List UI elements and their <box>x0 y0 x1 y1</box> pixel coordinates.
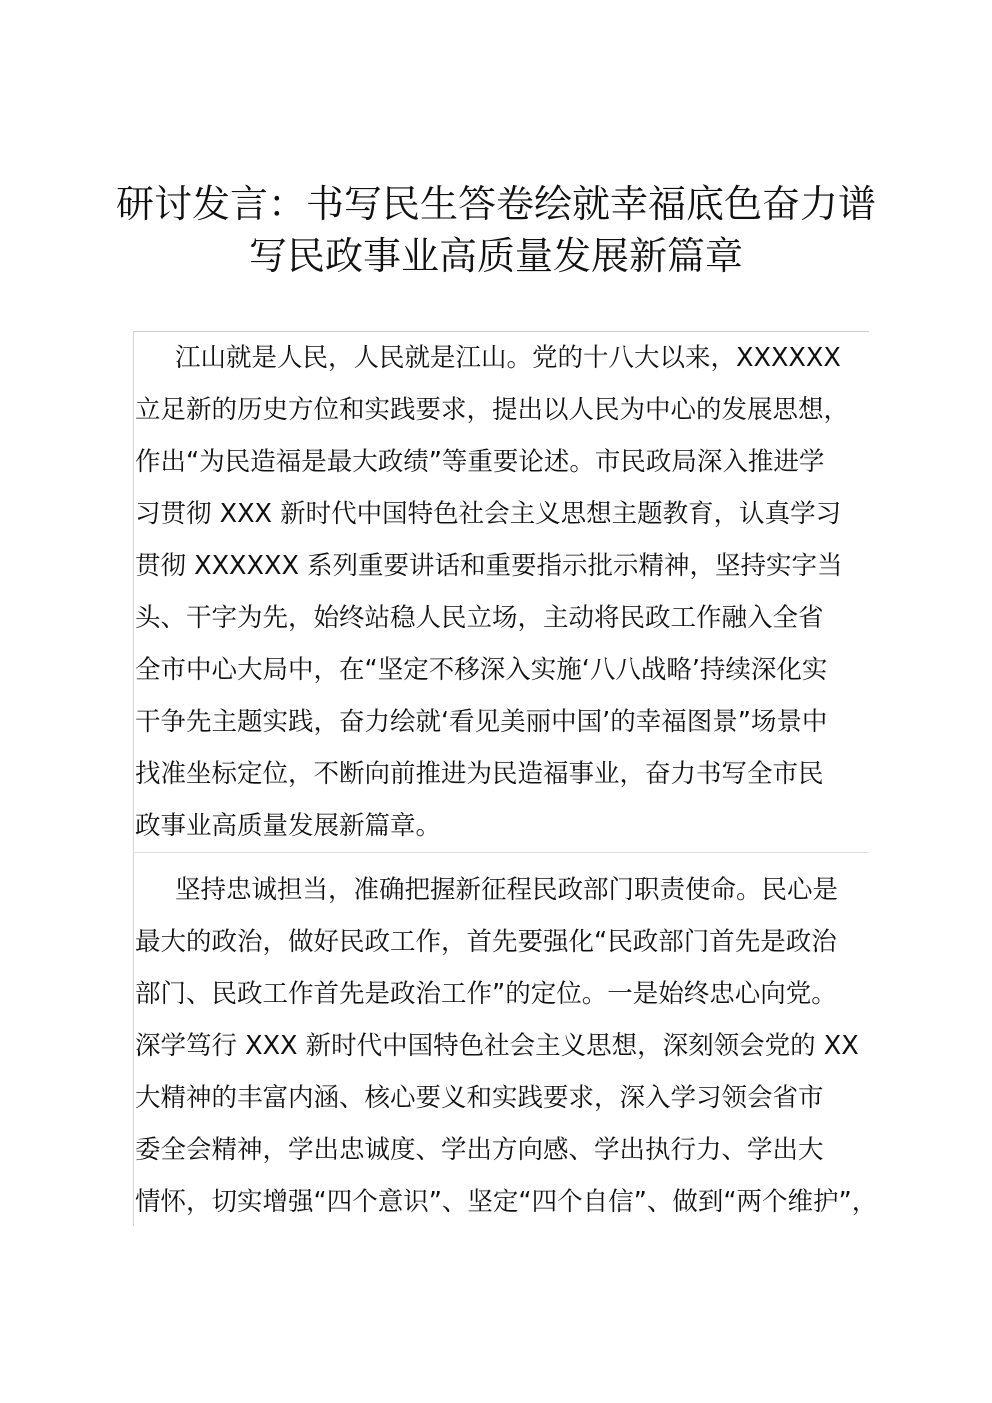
paragraph-line: 全市中心大局中，在“坚定不移深入实施‘八八战略’持续深化实 <box>135 655 828 685</box>
paragraph-line: 江山就是人民，人民就是江山。党的十八大以来，XXXXXX <box>175 343 841 373</box>
paragraph-line: 大精神的丰富内涵、核心要义和实践要求，深入学习领会省市 <box>135 1083 824 1113</box>
paragraph-line: 找准坐标定位，不断向前推进为民造福事业，奋力书写全市民 <box>135 759 824 789</box>
paragraph-line: 立足新的历史方位和实践要求，提出以人民为中心的发展思想， <box>135 395 850 425</box>
paragraph-line: 委全会精神，学出忠诚度、学出方向感、学出执行力、学出大 <box>135 1135 824 1165</box>
paragraph-line: 干争先主题实践，奋力绘就‘看见美丽中国’的幸福图景”场景中 <box>135 707 828 737</box>
title-line-2: 写民政事业高质量发展新篇章 <box>248 234 743 278</box>
paragraph-line: 习贯彻 XXX 新时代中国特色社会主义思想主题教育，认真学习 <box>135 499 842 529</box>
paragraph-line: 最大的政治，做好民政工作，首先要强化“民政部门首先是政治 <box>135 927 837 957</box>
paragraph-line: 情怀，切实增强“四个意识”、坚定“四个自信”、做到“两个维护”， <box>135 1187 878 1217</box>
title-line-1: 研讨发言：书写民生答卷绘就幸福底色奋力谱 <box>115 182 876 226</box>
document-title <box>110 178 882 282</box>
table-border-left <box>133 331 134 1226</box>
paragraph-1 <box>135 332 885 852</box>
paragraph-line: 部门、民政工作首先是政治工作”的定位。一是始终忠心向党。 <box>135 979 837 1009</box>
paragraph-line: 作出“为民造福是最大政绩”等重要论述。市民政局深入推进学 <box>135 447 825 477</box>
table-border-middle <box>133 852 869 853</box>
paragraph-line: 坚持忠诚担当，准确把握新征程民政部门职责使命。民心是 <box>175 875 839 905</box>
paragraph-line: 头、干字为先，始终站稳人民立场，主动将民政工作融入全省 <box>135 603 824 633</box>
paragraph-line: 深学笃行 XXX 新时代中国特色社会主义思想，深刻领会党的 XX <box>135 1031 859 1061</box>
paragraph-2 <box>135 864 885 1228</box>
paragraph-line: 贯彻 XXXXXX 系列重要讲话和重要指示批示精神，坚持实字当 <box>135 551 843 581</box>
paragraph-line: 政事业高质量发展新篇章。 <box>135 811 442 841</box>
